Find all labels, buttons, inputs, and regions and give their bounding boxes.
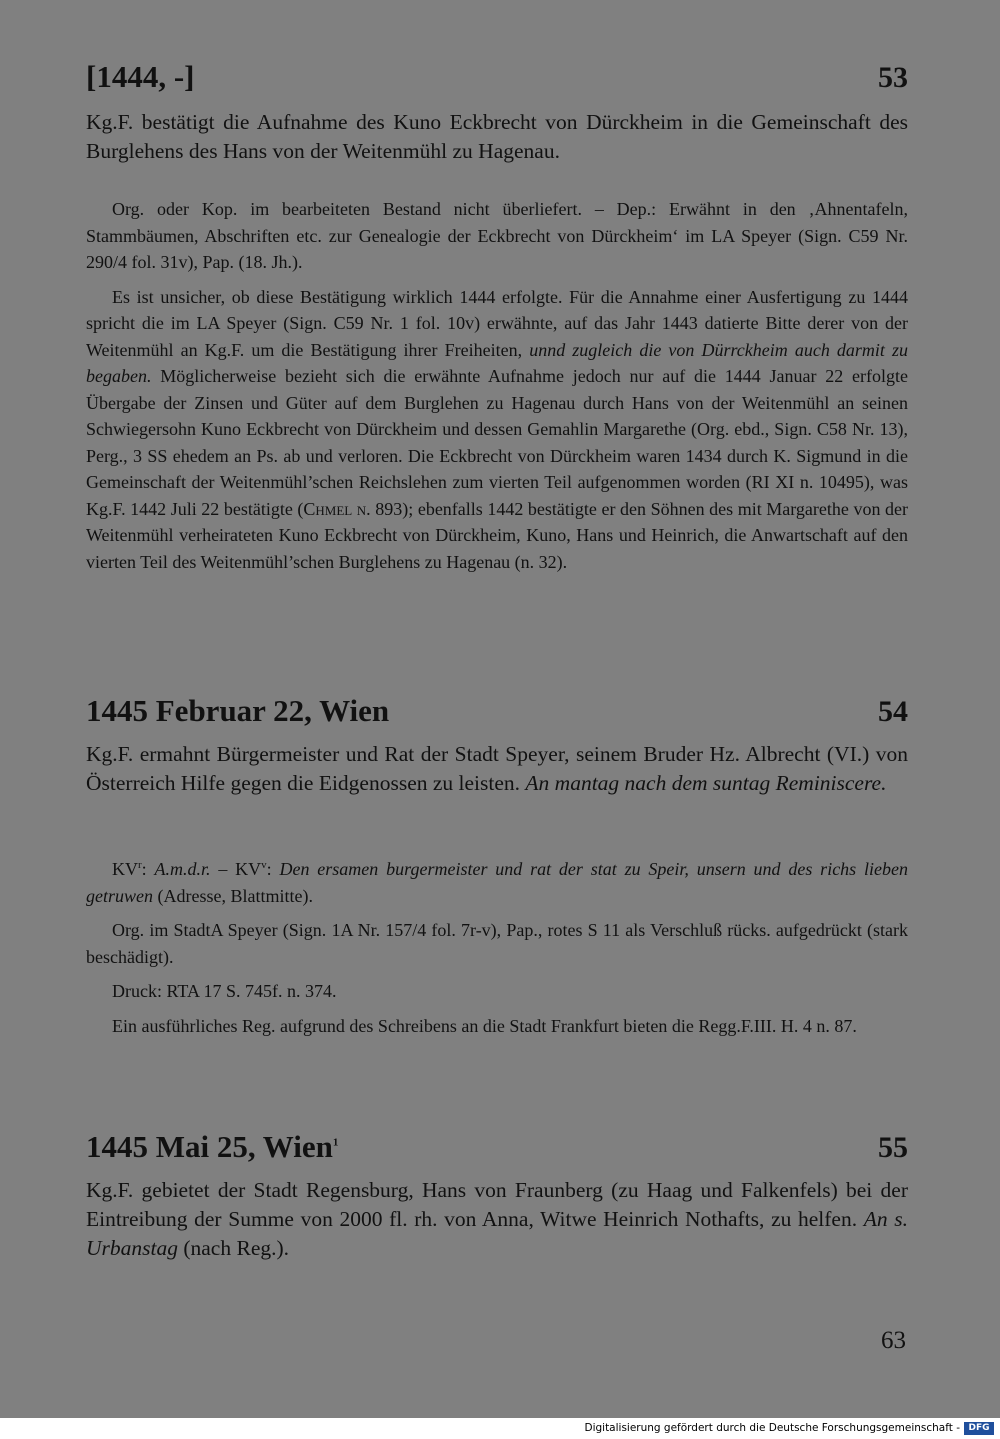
entry-53-heading: [1444, -] <box>86 59 195 94</box>
kv-recto-text: A.m.d.r. <box>154 859 211 879</box>
entry-54-header <box>86 694 908 729</box>
entry-54-notes <box>86 856 908 1047</box>
entry-55-header <box>86 1130 908 1165</box>
entry-55-summary-tail: (nach Reg.). <box>183 1236 290 1260</box>
entry-53-header <box>86 60 908 95</box>
kv-recto-sup: r <box>138 859 142 871</box>
entry-55-heading-wrap <box>86 1130 338 1164</box>
kv-recto-label: KV <box>112 859 138 879</box>
entry-54-date-clause: An mantag nach dem suntag Reminiscere. <box>525 771 887 795</box>
kv-verso-sup: v <box>261 859 267 871</box>
dfg-logo: DFG <box>964 1422 994 1435</box>
entry-54-summary <box>86 740 908 798</box>
entry-53-number: 53 <box>878 61 908 94</box>
entry-55-summary-main: Kg.F. gebietet der Stadt Regensburg, Hans von Fraunberg (zu Haag und Falkenfels) bei der Eintreibung der Summe von 2000 fl. rh. von Anna, Witwe Heinrich Nothafts, zu helfen. <box>86 1178 908 1231</box>
entry-55-summary <box>86 1176 908 1263</box>
entry-55-summary-text <box>86 1176 908 1263</box>
entry-55-date-clause: An s. Urbanstag <box>86 1207 908 1260</box>
entry-53-note-transmission: Org. oder Kop. im bearbeiteten Bestand nicht überliefert. – Dep.: Erwähnt in den ‚Ahnentafeln, Stammbäumen, Abschriften etc. zur Genealogie der Eckbrecht von Dürckheim‘ im LA Speyer (Sign. C59 Nr. 290/4 fol. 31v), Pap. (18. Jh.). <box>86 199 908 272</box>
commentary-quote: unnd zugleich die von Dürrckheim auch darmit zu begaben. <box>86 339 909 386</box>
entry-55-footnote-marker: 1 <box>332 1136 339 1149</box>
footer-credit: Digitalisierung gefördert durch die Deutsche Forschungsgemeinschaft - <box>584 1422 960 1434</box>
entry-54-note-kv: $KV^r$: A.m.d.r. – $KV^v$: Den ersamen burgermeister und rat der stat zu Speir, unsern und des richs lieben getruwen (Adresse, Blattmitte). <box>86 859 908 906</box>
entry-53-summary-text: Kg.F. bestätigt die Aufnahme des Kuno Eckbrecht von Dürckheim in die Gemeinschaft des Burglehens des Hans von der Weitenmühl zu Hagenau. <box>86 110 908 163</box>
commentary-text-c: 893); ebenfalls 1442 bestätigte er den Söhnen des mit Margarethe von der Weitenmühl verheirateten Kuno Eckbrecht von Dürckheim, Kuno, Hans und Heinrich, die Anwartschaft auf den vierten Teil des Weitenmühl’schen Burglehens zu Hagenau (n. 32). <box>86 498 909 572</box>
entry-54-number: 54 <box>878 695 908 728</box>
entry-54-heading: 1445 Februar 22, Wien <box>86 693 390 728</box>
kv-verso-text: Den ersamen burgermeister und rat der stat zu Speir, unsern und des richs lieben getruwen <box>86 859 908 906</box>
entry-53-notes <box>86 196 908 583</box>
entry-54-note-druck: Druck: RTA 17 S. 745f. n. 374. <box>112 981 337 1001</box>
commentary-text-a: Es ist unsicher, ob diese Bestätigung wirklich 1444 erfolgte. Für die Annahme einer Ausfertigung zu 1444 spricht die im LA Speyer (Sign. C59 Nr. 1 fol. 10v) erwähnte, auf das Jahr 1443 datierte Bitte derer von der Weitenmühl an Kg.F. um die Bestätigung ihrer Freiheiten, <box>86 286 908 360</box>
footer-bar <box>0 1418 1000 1439</box>
entry-53-note-commentary <box>86 284 908 576</box>
commentary-text-b: Möglicherweise bezieht sich die erwähnte Aufnahme jedoch nur auf die 1444 Januar 22 erfolgte Übergabe der Zinsen und Güter auf dem Burglehen zu Hagenau durch Hans von der Weitenmühl an seinen Schwiegersohn Kuno Eckbrecht von Dürckheim und dessen Gemahlin Margarethe (Org. ebd., Sign. C58 Nr. 13), Perg., 3 SS ehedem an Ps. ab und verloren. Die Eckbrecht von Dürckheim waren 1434 durch K. Sigmund in die Gemeinschaft der Weitenmühl’schen Reichslehen zum vierten Teil aufgenommen worden (RI XI n. 10495), was Kg.F. 1442 Juli 22 bestätigte ( <box>86 366 909 519</box>
kv-separator: – <box>210 859 236 879</box>
entry-54-note-org: Org. im StadtA Speyer (Sign. 1A Nr. 157/4 fol. 7r-v), Pap., rotes S 11 als Verschluß rücks. aufgedrückt (stark beschädigt). <box>86 920 908 967</box>
entry-53-summary <box>86 108 908 166</box>
entry-54-summary-text <box>86 740 908 798</box>
entry-54-summary-main: Kg.F. ermahnt Bürgermeister und Rat der Stadt Speyer, seinem Bruder Hz. Albrecht (VI.) von Österreich Hilfe gegen die Eidgenossen zu leisten. <box>86 742 908 795</box>
entry-55-heading: 1445 Mai 25, Wien <box>86 1129 333 1164</box>
kv-verso-label: KV <box>235 859 262 879</box>
commentary-chmel: Chmel n. <box>303 498 371 519</box>
kv-tail: (Adresse, Blattmitte). <box>157 885 313 906</box>
page-number: 63 <box>881 1327 906 1354</box>
entry-55-number: 55 <box>878 1131 908 1164</box>
entry-54-note-reg: Ein ausführliches Reg. aufgrund des Schreibens an die Stadt Frankfurt bieten die Regg.F.III. H. 4 n. 87. <box>112 1015 857 1036</box>
